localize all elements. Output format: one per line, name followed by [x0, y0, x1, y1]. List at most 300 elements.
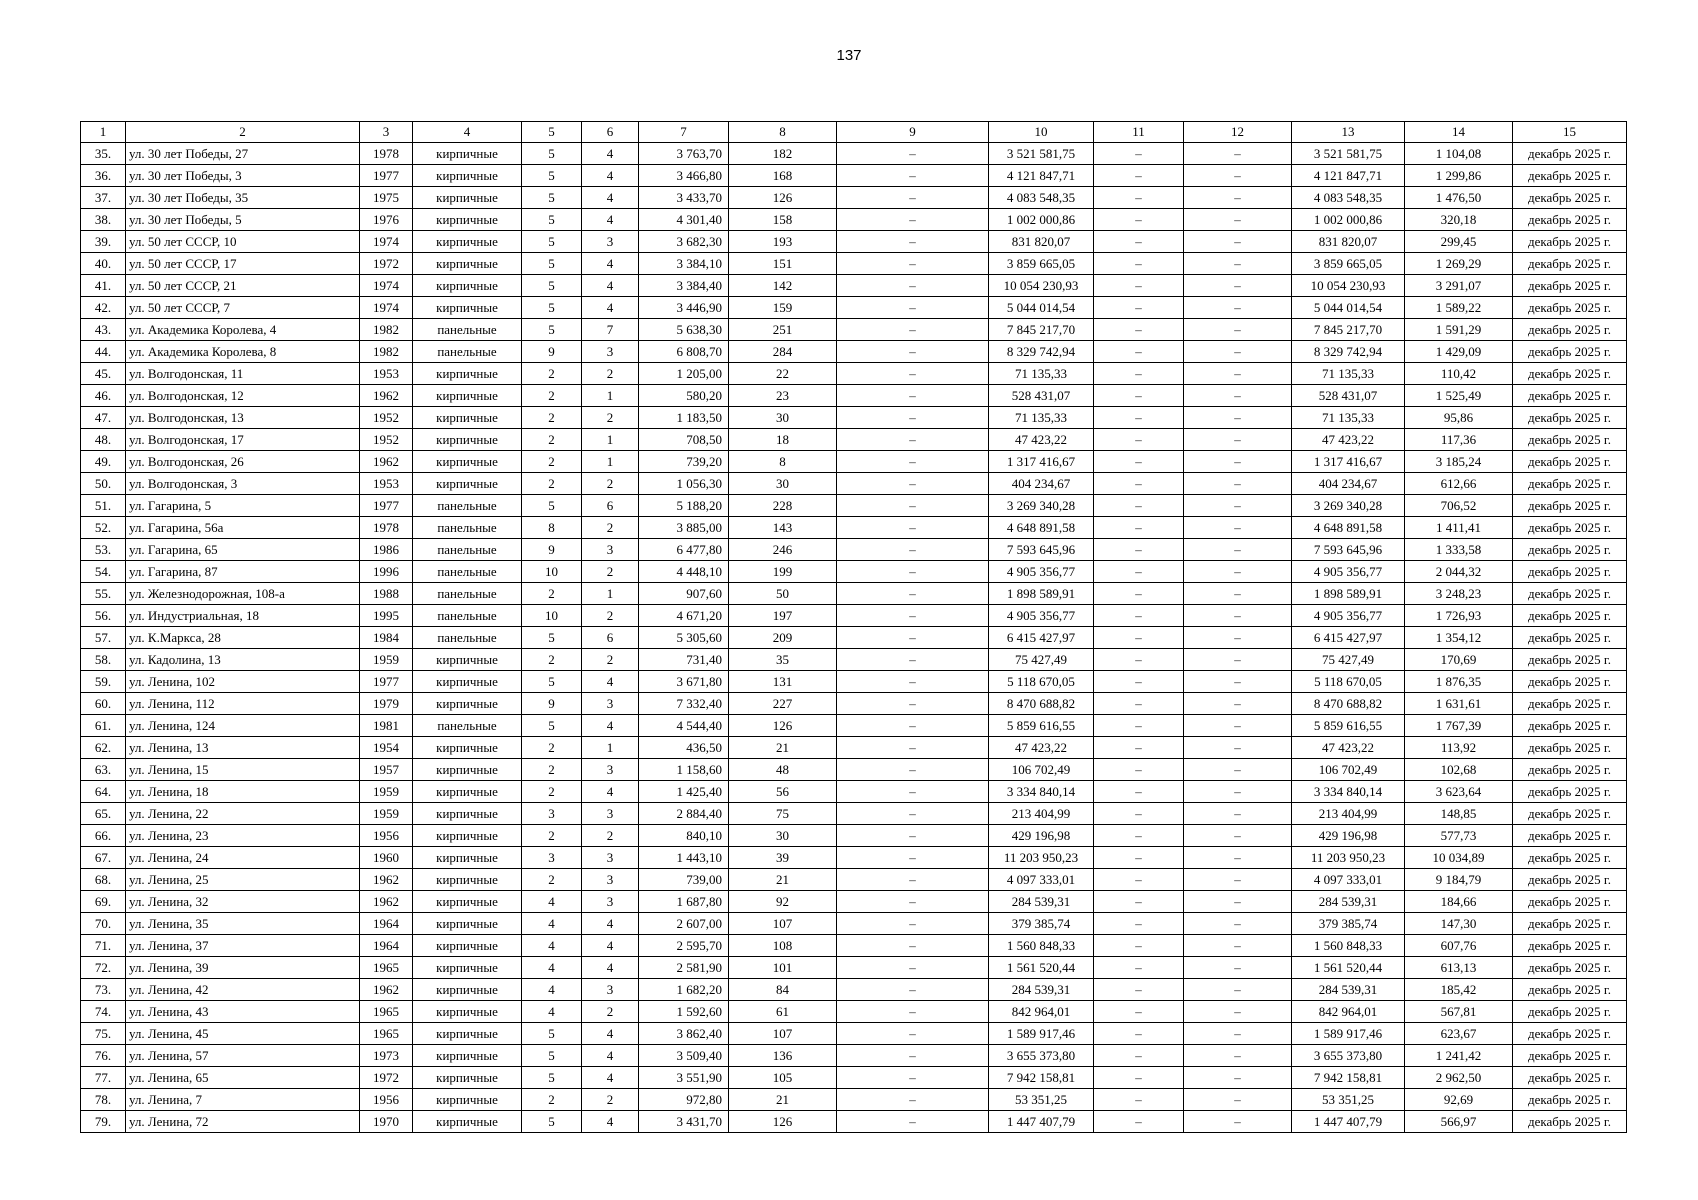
col11-cell: –	[1094, 253, 1184, 275]
row-number-cell: 60.	[81, 693, 126, 715]
year-cell: 1970	[360, 1111, 413, 1133]
floors-cell: 2	[522, 429, 582, 451]
address-cell: ул. 50 лет СССР, 7	[126, 297, 360, 319]
total-cost-cell: 842 964,01	[989, 1001, 1094, 1023]
year-cell: 1962	[360, 979, 413, 1001]
area-cell: 3 885,00	[639, 517, 729, 539]
cost-per-sqm-cell: 117,36	[1405, 429, 1513, 451]
entrances-cell: 4	[582, 1023, 639, 1045]
entrances-cell: 4	[582, 1111, 639, 1133]
header-row	[81, 122, 1627, 143]
wall-material-cell: кирпичные	[413, 759, 522, 781]
col12-cell: –	[1184, 649, 1292, 671]
address-cell: ул. Ленина, 35	[126, 913, 360, 935]
wall-material-cell: кирпичные	[413, 891, 522, 913]
floors-cell: 2	[522, 649, 582, 671]
total-cost-cell: 3 269 340,28	[989, 495, 1094, 517]
funding-cell: 1 447 407,79	[1292, 1111, 1405, 1133]
table-row	[81, 517, 1627, 539]
cost-per-sqm-cell: 613,13	[1405, 957, 1513, 979]
col9-cell: –	[837, 869, 989, 891]
cost-per-sqm-cell: 1 631,61	[1405, 693, 1513, 715]
year-cell: 1954	[360, 737, 413, 759]
entrances-cell: 4	[582, 275, 639, 297]
cost-per-sqm-cell: 320,18	[1405, 209, 1513, 231]
funding-cell: 429 196,98	[1292, 825, 1405, 847]
row-number-cell: 43.	[81, 319, 126, 341]
area-cell: 3 384,10	[639, 253, 729, 275]
entrances-cell: 2	[582, 1089, 639, 1111]
cost-per-sqm-cell: 623,67	[1405, 1023, 1513, 1045]
table-row	[81, 715, 1627, 737]
wall-material-cell: панельные	[413, 319, 522, 341]
residents-cell: 108	[729, 935, 837, 957]
col9-cell: –	[837, 957, 989, 979]
col12-cell: –	[1184, 627, 1292, 649]
row-number-cell: 79.	[81, 1111, 126, 1133]
funding-cell: 5 859 616,55	[1292, 715, 1405, 737]
funding-cell: 7 593 645,96	[1292, 539, 1405, 561]
total-cost-cell: 7 593 645,96	[989, 539, 1094, 561]
area-cell: 3 671,80	[639, 671, 729, 693]
wall-material-cell: панельные	[413, 495, 522, 517]
col12-cell: –	[1184, 561, 1292, 583]
deadline-cell: декабрь 2025 г.	[1513, 869, 1627, 891]
address-cell: ул. 30 лет Победы, 27	[126, 143, 360, 165]
residents-cell: 101	[729, 957, 837, 979]
funding-cell: 1 898 589,91	[1292, 583, 1405, 605]
table-row	[81, 891, 1627, 913]
table-row	[81, 583, 1627, 605]
total-cost-cell: 1 561 520,44	[989, 957, 1094, 979]
wall-material-cell: кирпичные	[413, 671, 522, 693]
cost-per-sqm-cell: 170,69	[1405, 649, 1513, 671]
table-row	[81, 253, 1627, 275]
wall-material-cell: панельные	[413, 341, 522, 363]
residents-cell: 126	[729, 1111, 837, 1133]
column-header: 14	[1405, 122, 1513, 143]
funding-cell: 4 648 891,58	[1292, 517, 1405, 539]
column-header: 12	[1184, 122, 1292, 143]
year-cell: 1959	[360, 649, 413, 671]
cost-per-sqm-cell: 1 726,93	[1405, 605, 1513, 627]
floors-cell: 8	[522, 517, 582, 539]
funding-cell: 75 427,49	[1292, 649, 1405, 671]
residents-cell: 22	[729, 363, 837, 385]
cost-per-sqm-cell: 1 767,39	[1405, 715, 1513, 737]
housing-registry-table	[80, 121, 1627, 1133]
year-cell: 1986	[360, 539, 413, 561]
col12-cell: –	[1184, 451, 1292, 473]
residents-cell: 182	[729, 143, 837, 165]
table-row	[81, 913, 1627, 935]
col9-cell: –	[837, 275, 989, 297]
table-row	[81, 1067, 1627, 1089]
cost-per-sqm-cell: 102,68	[1405, 759, 1513, 781]
col11-cell: –	[1094, 187, 1184, 209]
funding-cell: 11 203 950,23	[1292, 847, 1405, 869]
area-cell: 3 446,90	[639, 297, 729, 319]
deadline-cell: декабрь 2025 г.	[1513, 429, 1627, 451]
residents-cell: 23	[729, 385, 837, 407]
col9-cell: –	[837, 407, 989, 429]
address-cell: ул. Волгодонская, 17	[126, 429, 360, 451]
column-header: 10	[989, 122, 1094, 143]
residents-cell: 168	[729, 165, 837, 187]
year-cell: 1956	[360, 825, 413, 847]
entrances-cell: 2	[582, 561, 639, 583]
floors-cell: 5	[522, 495, 582, 517]
col12-cell: –	[1184, 407, 1292, 429]
wall-material-cell: кирпичные	[413, 869, 522, 891]
floors-cell: 2	[522, 781, 582, 803]
col11-cell: –	[1094, 693, 1184, 715]
table-row	[81, 231, 1627, 253]
total-cost-cell: 71 135,33	[989, 407, 1094, 429]
floors-cell: 4	[522, 1001, 582, 1023]
funding-cell: 831 820,07	[1292, 231, 1405, 253]
entrances-cell: 3	[582, 869, 639, 891]
wall-material-cell: кирпичные	[413, 209, 522, 231]
address-cell: ул. Индустриальная, 18	[126, 605, 360, 627]
col12-cell: –	[1184, 605, 1292, 627]
col11-cell: –	[1094, 1111, 1184, 1133]
row-number-cell: 35.	[81, 143, 126, 165]
cost-per-sqm-cell: 1 429,09	[1405, 341, 1513, 363]
deadline-cell: декабрь 2025 г.	[1513, 561, 1627, 583]
residents-cell: 197	[729, 605, 837, 627]
col12-cell: –	[1184, 803, 1292, 825]
row-number-cell: 42.	[81, 297, 126, 319]
col12-cell: –	[1184, 1001, 1292, 1023]
row-number-cell: 47.	[81, 407, 126, 429]
funding-cell: 7 845 217,70	[1292, 319, 1405, 341]
table-row	[81, 803, 1627, 825]
col12-cell: –	[1184, 539, 1292, 561]
address-cell: ул. 50 лет СССР, 10	[126, 231, 360, 253]
deadline-cell: декабрь 2025 г.	[1513, 583, 1627, 605]
col11-cell: –	[1094, 341, 1184, 363]
residents-cell: 50	[729, 583, 837, 605]
deadline-cell: декабрь 2025 г.	[1513, 319, 1627, 341]
year-cell: 1977	[360, 165, 413, 187]
year-cell: 1977	[360, 671, 413, 693]
col12-cell: –	[1184, 957, 1292, 979]
deadline-cell: декабрь 2025 г.	[1513, 143, 1627, 165]
area-cell: 3 384,40	[639, 275, 729, 297]
address-cell: ул. Ленина, 65	[126, 1067, 360, 1089]
total-cost-cell: 3 655 373,80	[989, 1045, 1094, 1067]
col11-cell: –	[1094, 891, 1184, 913]
col9-cell: –	[837, 385, 989, 407]
total-cost-cell: 379 385,74	[989, 913, 1094, 935]
cost-per-sqm-cell: 2 962,50	[1405, 1067, 1513, 1089]
col12-cell: –	[1184, 143, 1292, 165]
wall-material-cell: кирпичные	[413, 1045, 522, 1067]
total-cost-cell: 3 334 840,14	[989, 781, 1094, 803]
deadline-cell: декабрь 2025 г.	[1513, 1111, 1627, 1133]
deadline-cell: декабрь 2025 г.	[1513, 407, 1627, 429]
deadline-cell: декабрь 2025 г.	[1513, 715, 1627, 737]
floors-cell: 5	[522, 275, 582, 297]
area-cell: 3 862,40	[639, 1023, 729, 1045]
table-row	[81, 209, 1627, 231]
funding-cell: 3 521 581,75	[1292, 143, 1405, 165]
table-row	[81, 1023, 1627, 1045]
funding-cell: 4 905 356,77	[1292, 561, 1405, 583]
total-cost-cell: 106 702,49	[989, 759, 1094, 781]
funding-cell: 1 317 416,67	[1292, 451, 1405, 473]
column-header: 15	[1513, 122, 1627, 143]
col9-cell: –	[837, 209, 989, 231]
total-cost-cell: 75 427,49	[989, 649, 1094, 671]
row-number-cell: 52.	[81, 517, 126, 539]
address-cell: ул. Ленина, 23	[126, 825, 360, 847]
wall-material-cell: кирпичные	[413, 451, 522, 473]
entrances-cell: 4	[582, 165, 639, 187]
col9-cell: –	[837, 429, 989, 451]
floors-cell: 2	[522, 759, 582, 781]
year-cell: 1972	[360, 253, 413, 275]
residents-cell: 193	[729, 231, 837, 253]
col12-cell: –	[1184, 231, 1292, 253]
wall-material-cell: кирпичные	[413, 847, 522, 869]
row-number-cell: 63.	[81, 759, 126, 781]
col11-cell: –	[1094, 957, 1184, 979]
deadline-cell: декабрь 2025 г.	[1513, 935, 1627, 957]
address-cell: ул. 30 лет Победы, 3	[126, 165, 360, 187]
floors-cell: 5	[522, 715, 582, 737]
address-cell: ул. Академика Королева, 8	[126, 341, 360, 363]
funding-cell: 4 121 847,71	[1292, 165, 1405, 187]
area-cell: 1 443,10	[639, 847, 729, 869]
year-cell: 1962	[360, 451, 413, 473]
cost-per-sqm-cell: 10 034,89	[1405, 847, 1513, 869]
col12-cell: –	[1184, 1111, 1292, 1133]
area-cell: 7 332,40	[639, 693, 729, 715]
cost-per-sqm-cell: 566,97	[1405, 1111, 1513, 1133]
table-row	[81, 1045, 1627, 1067]
year-cell: 1964	[360, 935, 413, 957]
col9-cell: –	[837, 143, 989, 165]
total-cost-cell: 5 859 616,55	[989, 715, 1094, 737]
funding-cell: 284 539,31	[1292, 891, 1405, 913]
wall-material-cell: кирпичные	[413, 649, 522, 671]
entrances-cell: 2	[582, 407, 639, 429]
entrances-cell: 3	[582, 693, 639, 715]
area-cell: 840,10	[639, 825, 729, 847]
year-cell: 1982	[360, 341, 413, 363]
residents-cell: 30	[729, 473, 837, 495]
floors-cell: 5	[522, 1111, 582, 1133]
address-cell: ул. Волгодонская, 11	[126, 363, 360, 385]
col9-cell: –	[837, 253, 989, 275]
table-row	[81, 627, 1627, 649]
address-cell: ул. Академика Королева, 4	[126, 319, 360, 341]
area-cell: 708,50	[639, 429, 729, 451]
row-number-cell: 73.	[81, 979, 126, 1001]
row-number-cell: 36.	[81, 165, 126, 187]
row-number-cell: 74.	[81, 1001, 126, 1023]
wall-material-cell: кирпичные	[413, 143, 522, 165]
column-header: 7	[639, 122, 729, 143]
table-row	[81, 495, 1627, 517]
col11-cell: –	[1094, 1023, 1184, 1045]
col11-cell: –	[1094, 847, 1184, 869]
floors-cell: 5	[522, 253, 582, 275]
funding-cell: 1 560 848,33	[1292, 935, 1405, 957]
entrances-cell: 1	[582, 737, 639, 759]
entrances-cell: 6	[582, 627, 639, 649]
total-cost-cell: 4 097 333,01	[989, 869, 1094, 891]
col11-cell: –	[1094, 143, 1184, 165]
year-cell: 1959	[360, 781, 413, 803]
col12-cell: –	[1184, 275, 1292, 297]
col9-cell: –	[837, 1111, 989, 1133]
residents-cell: 21	[729, 737, 837, 759]
entrances-cell: 2	[582, 825, 639, 847]
wall-material-cell: панельные	[413, 715, 522, 737]
col12-cell: –	[1184, 1089, 1292, 1111]
deadline-cell: декабрь 2025 г.	[1513, 781, 1627, 803]
funding-cell: 7 942 158,81	[1292, 1067, 1405, 1089]
col11-cell: –	[1094, 913, 1184, 935]
col12-cell: –	[1184, 385, 1292, 407]
col11-cell: –	[1094, 1045, 1184, 1067]
col11-cell: –	[1094, 737, 1184, 759]
address-cell: ул. Ленина, 57	[126, 1045, 360, 1067]
residents-cell: 21	[729, 1089, 837, 1111]
entrances-cell: 3	[582, 979, 639, 1001]
table-row	[81, 539, 1627, 561]
year-cell: 1960	[360, 847, 413, 869]
deadline-cell: декабрь 2025 г.	[1513, 473, 1627, 495]
row-number-cell: 71.	[81, 935, 126, 957]
table-row	[81, 297, 1627, 319]
wall-material-cell: кирпичные	[413, 803, 522, 825]
wall-material-cell: кирпичные	[413, 1067, 522, 1089]
col11-cell: –	[1094, 407, 1184, 429]
column-header: 1	[81, 122, 126, 143]
col9-cell: –	[837, 583, 989, 605]
col9-cell: –	[837, 715, 989, 737]
wall-material-cell: панельные	[413, 583, 522, 605]
funding-cell: 4 905 356,77	[1292, 605, 1405, 627]
table-row	[81, 1001, 1627, 1023]
total-cost-cell: 429 196,98	[989, 825, 1094, 847]
deadline-cell: декабрь 2025 г.	[1513, 957, 1627, 979]
entrances-cell: 4	[582, 957, 639, 979]
table-row	[81, 319, 1627, 341]
deadline-cell: декабрь 2025 г.	[1513, 297, 1627, 319]
cost-per-sqm-cell: 1 299,86	[1405, 165, 1513, 187]
total-cost-cell: 213 404,99	[989, 803, 1094, 825]
floors-cell: 3	[522, 847, 582, 869]
col12-cell: –	[1184, 781, 1292, 803]
residents-cell: 92	[729, 891, 837, 913]
cost-per-sqm-cell: 3 185,24	[1405, 451, 1513, 473]
wall-material-cell: кирпичные	[413, 957, 522, 979]
table-row	[81, 957, 1627, 979]
table-row	[81, 1111, 1627, 1133]
table-row	[81, 935, 1627, 957]
area-cell: 1 687,80	[639, 891, 729, 913]
col12-cell: –	[1184, 187, 1292, 209]
entrances-cell: 4	[582, 297, 639, 319]
deadline-cell: декабрь 2025 г.	[1513, 209, 1627, 231]
funding-cell: 3 269 340,28	[1292, 495, 1405, 517]
col9-cell: –	[837, 187, 989, 209]
cost-per-sqm-cell: 184,66	[1405, 891, 1513, 913]
deadline-cell: декабрь 2025 г.	[1513, 451, 1627, 473]
residents-cell: 159	[729, 297, 837, 319]
col9-cell: –	[837, 759, 989, 781]
residents-cell: 56	[729, 781, 837, 803]
deadline-cell: декабрь 2025 г.	[1513, 825, 1627, 847]
total-cost-cell: 1 589 917,46	[989, 1023, 1094, 1045]
floors-cell: 4	[522, 935, 582, 957]
col11-cell: –	[1094, 1001, 1184, 1023]
residents-cell: 61	[729, 1001, 837, 1023]
col9-cell: –	[837, 517, 989, 539]
floors-cell: 5	[522, 209, 582, 231]
wall-material-cell: кирпичные	[413, 363, 522, 385]
entrances-cell: 3	[582, 847, 639, 869]
year-cell: 1995	[360, 605, 413, 627]
area-cell: 3 509,40	[639, 1045, 729, 1067]
floors-cell: 4	[522, 979, 582, 1001]
cost-per-sqm-cell: 148,85	[1405, 803, 1513, 825]
year-cell: 1953	[360, 363, 413, 385]
area-cell: 5 638,30	[639, 319, 729, 341]
col9-cell: –	[837, 825, 989, 847]
col11-cell: –	[1094, 803, 1184, 825]
total-cost-cell: 7 942 158,81	[989, 1067, 1094, 1089]
address-cell: ул. Волгодонская, 3	[126, 473, 360, 495]
entrances-cell: 2	[582, 649, 639, 671]
area-cell: 4 448,10	[639, 561, 729, 583]
area-cell: 2 884,40	[639, 803, 729, 825]
column-header: 3	[360, 122, 413, 143]
cost-per-sqm-cell: 110,42	[1405, 363, 1513, 385]
col11-cell: –	[1094, 1089, 1184, 1111]
residents-cell: 143	[729, 517, 837, 539]
col11-cell: –	[1094, 297, 1184, 319]
floors-cell: 2	[522, 451, 582, 473]
deadline-cell: декабрь 2025 г.	[1513, 253, 1627, 275]
row-number-cell: 54.	[81, 561, 126, 583]
cost-per-sqm-cell: 1 241,42	[1405, 1045, 1513, 1067]
total-cost-cell: 47 423,22	[989, 429, 1094, 451]
residents-cell: 142	[729, 275, 837, 297]
wall-material-cell: кирпичные	[413, 407, 522, 429]
total-cost-cell: 11 203 950,23	[989, 847, 1094, 869]
floors-cell: 5	[522, 187, 582, 209]
entrances-cell: 4	[582, 187, 639, 209]
residents-cell: 126	[729, 715, 837, 737]
residents-cell: 136	[729, 1045, 837, 1067]
area-cell: 1 205,00	[639, 363, 729, 385]
residents-cell: 107	[729, 1023, 837, 1045]
floors-cell: 2	[522, 825, 582, 847]
col9-cell: –	[837, 1089, 989, 1111]
year-cell: 1978	[360, 143, 413, 165]
wall-material-cell: кирпичные	[413, 979, 522, 1001]
col11-cell: –	[1094, 671, 1184, 693]
row-number-cell: 72.	[81, 957, 126, 979]
wall-material-cell: кирпичные	[413, 1111, 522, 1133]
col12-cell: –	[1184, 1045, 1292, 1067]
